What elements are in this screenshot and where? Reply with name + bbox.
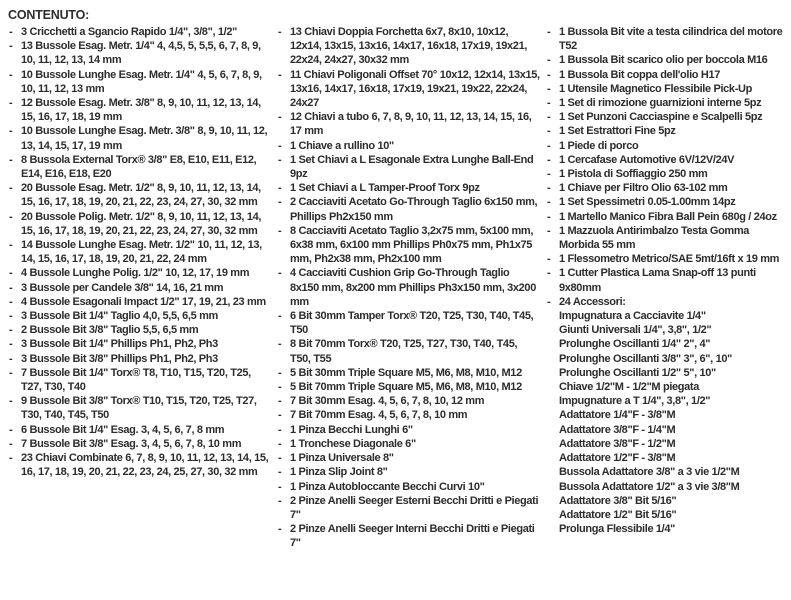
item-text: 13 Bussole Esag. Metr. 1/4" 4, 4,5, 5, 5,5, 6, 7, 8, 9, 10, 11, 12, 13, 14 mm	[21, 40, 261, 67]
item-text: Adattatore 1/2" Bit 5/16"	[559, 508, 677, 521]
dash-marker: -	[278, 366, 282, 379]
dash-marker: -	[278, 480, 282, 493]
dash-marker: -	[547, 153, 551, 166]
list-subitem	[546, 508, 791, 522]
item-text: Prolunghe Oscillanti 1/4" 2", 4"	[559, 338, 711, 351]
item-text: 4 Bussole Lunghe Polig. 1/2" 10, 12, 17, 19 mm	[21, 267, 250, 280]
list-subitem	[546, 437, 791, 451]
list-item	[277, 423, 546, 437]
item-text: 1 Set di rimozione guarnizioni interne 5pz	[559, 97, 762, 110]
dash-marker: -	[547, 54, 551, 67]
item-text: Adattatore 3/8"F - 1/4"M	[559, 423, 676, 436]
list-subitem	[546, 366, 791, 380]
list-subitem	[546, 451, 791, 465]
item-text: 12 Bussole Esag. Metr. 3/8" 8, 9, 10, 11, 12, 13, 14, 15, 16, 17, 18, 19 mm	[21, 97, 261, 124]
item-text: Bussola Adattatore 3/8" a 3 vie 1/2"M	[559, 466, 740, 479]
item-text: Bussola Adattatore 1/2" a 3 vie 3/8"M	[559, 480, 740, 493]
list-item	[277, 366, 546, 380]
dash-marker: -	[278, 224, 282, 237]
dash-marker: -	[278, 139, 282, 152]
dash-marker: -	[9, 267, 13, 280]
list-item	[8, 394, 277, 422]
dash-marker: -	[278, 423, 282, 436]
dash-marker: -	[547, 295, 551, 308]
list-item	[8, 153, 277, 181]
item-text: 6 Bussole Bit 1/4" Esag. 3, 4, 5, 6, 7, 8 mm	[21, 423, 225, 436]
list-item	[8, 352, 277, 366]
dash-marker: -	[278, 381, 282, 394]
item-text: Prolunga Flessibile 1/4"	[559, 523, 676, 536]
dash-marker: -	[547, 224, 551, 237]
dash-marker: -	[278, 111, 282, 124]
item-text: Giunti Universali 1/4", 3,8", 1/2"	[559, 324, 712, 337]
dash-marker: -	[278, 437, 282, 450]
item-text: Adattatore 1/4"F - 3/8"M	[559, 409, 676, 422]
list-item	[277, 139, 546, 153]
item-text: 3 Cricchetti a Sgancio Rapido 1/4", 3/8", 1/2"	[21, 26, 237, 38]
dash-marker: -	[9, 97, 13, 110]
dash-marker: -	[547, 97, 551, 110]
list-item	[546, 181, 791, 195]
dash-marker: -	[9, 295, 13, 308]
list-item	[8, 295, 277, 309]
dash-marker: -	[278, 523, 282, 536]
dash-marker: -	[278, 267, 282, 280]
item-text: Impugnatura a Cacciavite 1/4"	[559, 310, 706, 323]
list-item	[8, 124, 277, 152]
item-text: 5 Bit 70mm Triple Square M5, M6, M8, M10, M12	[290, 381, 522, 394]
dash-marker: -	[9, 68, 13, 81]
item-text: 1 Cercafase Automotive 6V/12V/24V	[559, 153, 735, 166]
list-item	[8, 238, 277, 266]
list-item	[8, 281, 277, 295]
item-text: 1 Piede di porco	[559, 139, 639, 152]
contents-column-1	[8, 8, 277, 551]
dash-marker: -	[278, 395, 282, 408]
item-text: Chiave 1/2"M - 1/2"M piegata	[559, 381, 700, 394]
contents-list-2	[277, 8, 546, 551]
item-text: 1 Set Spessimetri 0.05-1.00mm 14pz	[559, 196, 736, 209]
item-text: 9 Bussole Bit 3/8" Torx® T10, T15, T20, T25, T27, T30, T40, T45, T50	[21, 395, 257, 422]
list-item	[8, 337, 277, 351]
dash-marker: -	[9, 437, 13, 450]
dash-marker: -	[9, 366, 13, 379]
list-item	[546, 266, 791, 294]
item-text: Prolunghe Oscillanti 1/2" 5", 10"	[559, 366, 716, 379]
dash-marker: -	[547, 111, 551, 124]
item-text: 1 Flessometro Metrico/SAE 5mt/16ft x 19 mm	[559, 253, 780, 266]
page-title: CONTENUTO:	[8, 8, 90, 22]
list-item	[546, 167, 791, 181]
dash-marker: -	[9, 352, 13, 365]
list-item	[546, 295, 791, 309]
dash-marker: -	[278, 153, 282, 166]
item-text: 10 Bussole Lunghe Esag. Metr. 1/4" 4, 5, 6, 7, 8, 9, 10, 11, 12, 13 mm	[21, 68, 262, 95]
list-subitem	[546, 352, 791, 366]
list-item	[8, 96, 277, 124]
list-item	[546, 224, 791, 252]
item-text: 1 Bussola Bit vite a testa cilindrica del motore T52	[559, 26, 783, 53]
list-item	[8, 366, 277, 394]
list-item	[546, 153, 791, 167]
item-text: 1 Bussola Bit coppa dell'olio H17	[559, 68, 720, 81]
list-item	[277, 195, 546, 223]
dash-marker: -	[9, 125, 13, 138]
dash-marker: -	[9, 281, 13, 294]
item-text: 7 Bit 70mm Esag. 4, 5, 6, 7, 8, 10 mm	[290, 409, 468, 422]
list-item	[277, 494, 546, 522]
contents-column-3	[546, 8, 791, 551]
item-text: 8 Bussola External Torx® 3/8" E8, E10, E11, E12, E14, E16, E18, E20	[21, 153, 257, 181]
item-text: 2 Pinze Anelli Seeger Interni Becchi Dritti e Piegati 7"	[290, 523, 535, 550]
list-item	[277, 153, 546, 181]
list-item	[277, 309, 546, 337]
list-item	[277, 68, 546, 111]
dash-marker: -	[547, 267, 551, 280]
list-subitem	[546, 323, 791, 337]
item-text: 20 Bussole Polig. Metr. 1/2" 8, 9, 10, 11, 12, 13, 14, 15, 16, 17, 18, 19, 20, 21, 22, 23, 24, 27, 30, 32 mm	[21, 210, 262, 237]
list-item	[8, 266, 277, 280]
dash-marker: -	[278, 196, 282, 209]
dash-marker: -	[547, 168, 551, 181]
item-text: 14 Bussole Lunghe Esag. Metr. 1/2" 10, 11, 12, 13, 14, 15, 16, 17, 18, 19, 20, 21, 22, 24 mm	[21, 239, 262, 266]
list-item	[546, 68, 791, 82]
item-text: 4 Bussole Esagonali Impact 1/2" 17, 19, 21, 23 mm	[21, 295, 266, 308]
list-subitem	[546, 337, 791, 351]
dash-marker: -	[547, 253, 551, 266]
list-item	[546, 195, 791, 209]
item-text: 1 Chiave a rullino 10"	[290, 139, 394, 152]
list-subitem	[546, 309, 791, 323]
dash-marker: -	[9, 210, 13, 223]
item-text: 1 Bussola Bit scarico olio per boccola M16	[559, 54, 768, 67]
item-text: Prolunghe Oscillanti 3/8" 3", 6", 10"	[559, 352, 732, 365]
dash-marker: -	[547, 182, 551, 195]
item-text: 23 Chiavi Combinate 6, 7, 8, 9, 10, 11, 12, 13, 14, 15, 16, 17, 18, 19, 20, 21, 22, 23, 24, 25, 27, 30, 32 mm	[21, 452, 269, 479]
list-subitem	[546, 522, 791, 536]
list-item	[277, 522, 546, 550]
dash-marker: -	[547, 125, 551, 138]
list-item	[546, 252, 791, 266]
list-item	[546, 82, 791, 96]
item-text: 24 Accessori:	[559, 295, 626, 308]
dash-marker: -	[278, 26, 282, 38]
dash-marker: -	[547, 82, 551, 95]
list-item	[8, 423, 277, 437]
item-text: Adattatore 3/8" Bit 5/16"	[559, 494, 677, 507]
item-text: 3 Bussole Bit 1/4" Taglio 4,0, 5,5, 6,5 mm	[21, 310, 218, 323]
contents-list-3	[546, 8, 791, 536]
dash-marker: -	[9, 153, 13, 166]
list-subitem	[546, 465, 791, 479]
list-item	[546, 25, 791, 53]
item-text: Adattatore 1/2"F - 3/8"M	[559, 452, 676, 465]
item-text: 1 Set Chiavi a L Esagonale Extra Lunghe Ball-End 9pz	[290, 153, 534, 181]
item-text: 2 Pinze Anelli Seeger Esterni Becchi Dritti e Piegati 7"	[290, 494, 539, 521]
item-text: 12 Chiavi a tubo 6, 7, 8, 9, 10, 11, 12, 13, 14, 15, 16, 17 mm	[290, 111, 532, 138]
list-item	[277, 480, 546, 494]
list-item	[277, 110, 546, 138]
dash-marker: -	[9, 26, 13, 38]
item-text: 2 Cacciaviti Acetato Go-Through Taglio 6x150 mm, Phillips Ph2x150 mm	[290, 196, 538, 223]
dash-marker: -	[547, 210, 551, 223]
dash-marker: -	[278, 409, 282, 422]
item-text: 1 Chiave per Filtro Olio 63-102 mm	[559, 182, 728, 195]
item-text: 3 Bussole Bit 3/8" Phillips Ph1, Ph2, Ph3	[21, 352, 218, 365]
list-item	[546, 53, 791, 67]
item-text: 3 Bussole per Candele 3/8" 14, 16, 21 mm	[21, 281, 224, 294]
item-text: 13 Chiavi Doppia Forchetta 6x7, 8x10, 10x12, 12x14, 13x15, 13x16, 14x17, 16x18, 17x19, 19x21, 22x24, 24x27, 30x32 mm	[290, 26, 528, 67]
contents-list-1	[8, 25, 277, 480]
dash-marker: -	[9, 395, 13, 408]
list-item	[277, 25, 546, 68]
item-text: 1 Pinza Autobloccante Becchi Curvi 10"	[290, 480, 485, 493]
item-text: 7 Bussole Bit 1/4" Torx® T8, T10, T15, T20, T25, T27, T30, T40	[21, 366, 251, 394]
item-text: 1 Martello Manico Fibra Ball Pein 680g / 24oz	[559, 210, 777, 223]
item-text: 2 Bussole Bit 3/8" Taglio 5,5, 6,5 mm	[21, 324, 199, 337]
item-text: 1 Pinza Slip Joint 8"	[290, 466, 388, 479]
list-item	[8, 437, 277, 451]
dash-marker: -	[9, 239, 13, 252]
item-text: 1 Set Punzoni Cacciaspine e Scalpelli 5pz	[559, 111, 763, 124]
dash-marker: -	[9, 182, 13, 195]
list-item	[277, 437, 546, 451]
item-text: 1 Set Chiavi a L Tamper-Proof Torx 9pz	[290, 182, 480, 195]
dash-marker: -	[278, 494, 282, 507]
dash-marker: -	[278, 182, 282, 195]
dash-marker: -	[9, 40, 13, 53]
list-item	[8, 210, 277, 238]
dash-marker: -	[278, 466, 282, 479]
list-item	[277, 408, 546, 422]
list-item	[546, 139, 791, 153]
list-item	[277, 266, 546, 309]
item-text: 8 Cacciaviti Acetato Taglio 3,2x75 mm, 5x100 mm, 6x38 mm, 6x100 mm Phillips Ph0x75 mm, Ph1x75 mm, Ph2x38 mm, Ph2x100 mm	[290, 224, 534, 266]
list-item	[277, 181, 546, 195]
list-item	[8, 309, 277, 323]
item-text: 8 Bit 70mm Torx® T20, T25, T27, T30, T40, T45, T50, T55	[290, 338, 518, 365]
item-text: 1 Set Estrattori Fine 5pz	[559, 125, 676, 138]
dash-marker: -	[547, 26, 551, 38]
dash-marker: -	[9, 310, 13, 323]
item-text: 1 Tronchese Diagonale 6"	[290, 437, 416, 450]
item-text: 1 Cutter Plastica Lama Snap-off 13 punti 9x80mm	[559, 267, 756, 294]
list-item	[546, 210, 791, 224]
list-subitem	[546, 380, 791, 394]
item-text: 1 Utensile Magnetico Flessibile Pick-Up	[559, 82, 752, 95]
item-text: 7 Bussole Bit 3/8" Esag. 3, 4, 5, 6, 7, 8, 10 mm	[21, 437, 242, 450]
list-item	[546, 96, 791, 110]
list-item	[277, 224, 546, 267]
dash-marker: -	[278, 68, 282, 81]
dash-marker: -	[278, 452, 282, 465]
dash-marker: -	[9, 452, 13, 465]
item-text: 11 Chiavi Poligonali Offset 70° 10x12, 12x14, 13x15, 13x16, 14x17, 16x18, 17x19, 19x21, 19x22, 22x24, 24x27	[290, 68, 540, 110]
item-text: 1 Mazzuola Antirimbalzo Testa Gomma Morbida 55 mm	[559, 224, 750, 252]
list-subitem	[546, 423, 791, 437]
list-item	[277, 380, 546, 394]
item-text: Adattatore 3/8"F - 1/2"M	[559, 437, 676, 450]
list-item	[8, 323, 277, 337]
item-text: 6 Bit 30mm Tamper Torx® T20, T25, T30, T40, T45, T50	[290, 310, 534, 337]
dash-marker: -	[547, 196, 551, 209]
list-item	[8, 25, 277, 39]
list-item	[8, 451, 277, 479]
item-text: 1 Pinza Universale 8"	[290, 452, 394, 465]
list-item	[277, 394, 546, 408]
item-text: 7 Bit 30mm Esag. 4, 5, 6, 7, 8, 10, 12 mm	[290, 395, 485, 408]
list-subitem	[546, 494, 791, 508]
list-item	[277, 451, 546, 465]
dash-marker: -	[9, 338, 13, 351]
item-text: Impugnature a T 1/4", 3,8", 1/2"	[559, 395, 711, 408]
item-text: 1 Pinza Becchi Lunghi 6"	[290, 423, 413, 436]
item-text: 20 Bussole Esag. Metr. 1/2" 8, 9, 10, 11, 12, 13, 14, 15, 16, 17, 18, 19, 20, 21, 22, 23, 24, 27, 30, 32 mm	[21, 182, 261, 209]
dash-marker: -	[278, 310, 282, 323]
item-text: 4 Cacciaviti Cushion Grip Go-Through Taglio 8x150 mm, 8x200 mm Phillips Ph3x150 mm, 3x200 mm	[290, 267, 536, 308]
dash-marker: -	[547, 139, 551, 152]
item-text: 10 Bussole Lunghe Esag. Metr. 3/8" 8, 9, 10, 11, 12, 13, 14, 15, 17, 19 mm	[21, 125, 268, 152]
list-item	[8, 181, 277, 209]
item-text: 3 Bussole Bit 1/4" Phillips Ph1, Ph2, Ph3	[21, 338, 218, 351]
list-subitem	[546, 480, 791, 494]
list-item	[546, 124, 791, 138]
list-subitem	[546, 408, 791, 422]
item-text: 1 Pistola di Soffiaggio 250 mm	[559, 168, 708, 181]
list-subitem	[546, 394, 791, 408]
list-item	[546, 110, 791, 124]
contents-column-2	[277, 8, 546, 551]
dash-marker: -	[9, 324, 13, 337]
list-item	[8, 68, 277, 96]
dash-marker: -	[278, 338, 282, 351]
dash-marker: -	[9, 423, 13, 436]
list-item	[277, 337, 546, 365]
list-item	[277, 465, 546, 479]
list-item	[8, 39, 277, 67]
dash-marker: -	[547, 68, 551, 81]
item-text: 5 Bit 30mm Triple Square M5, M6, M8, M10, M12	[290, 366, 522, 379]
